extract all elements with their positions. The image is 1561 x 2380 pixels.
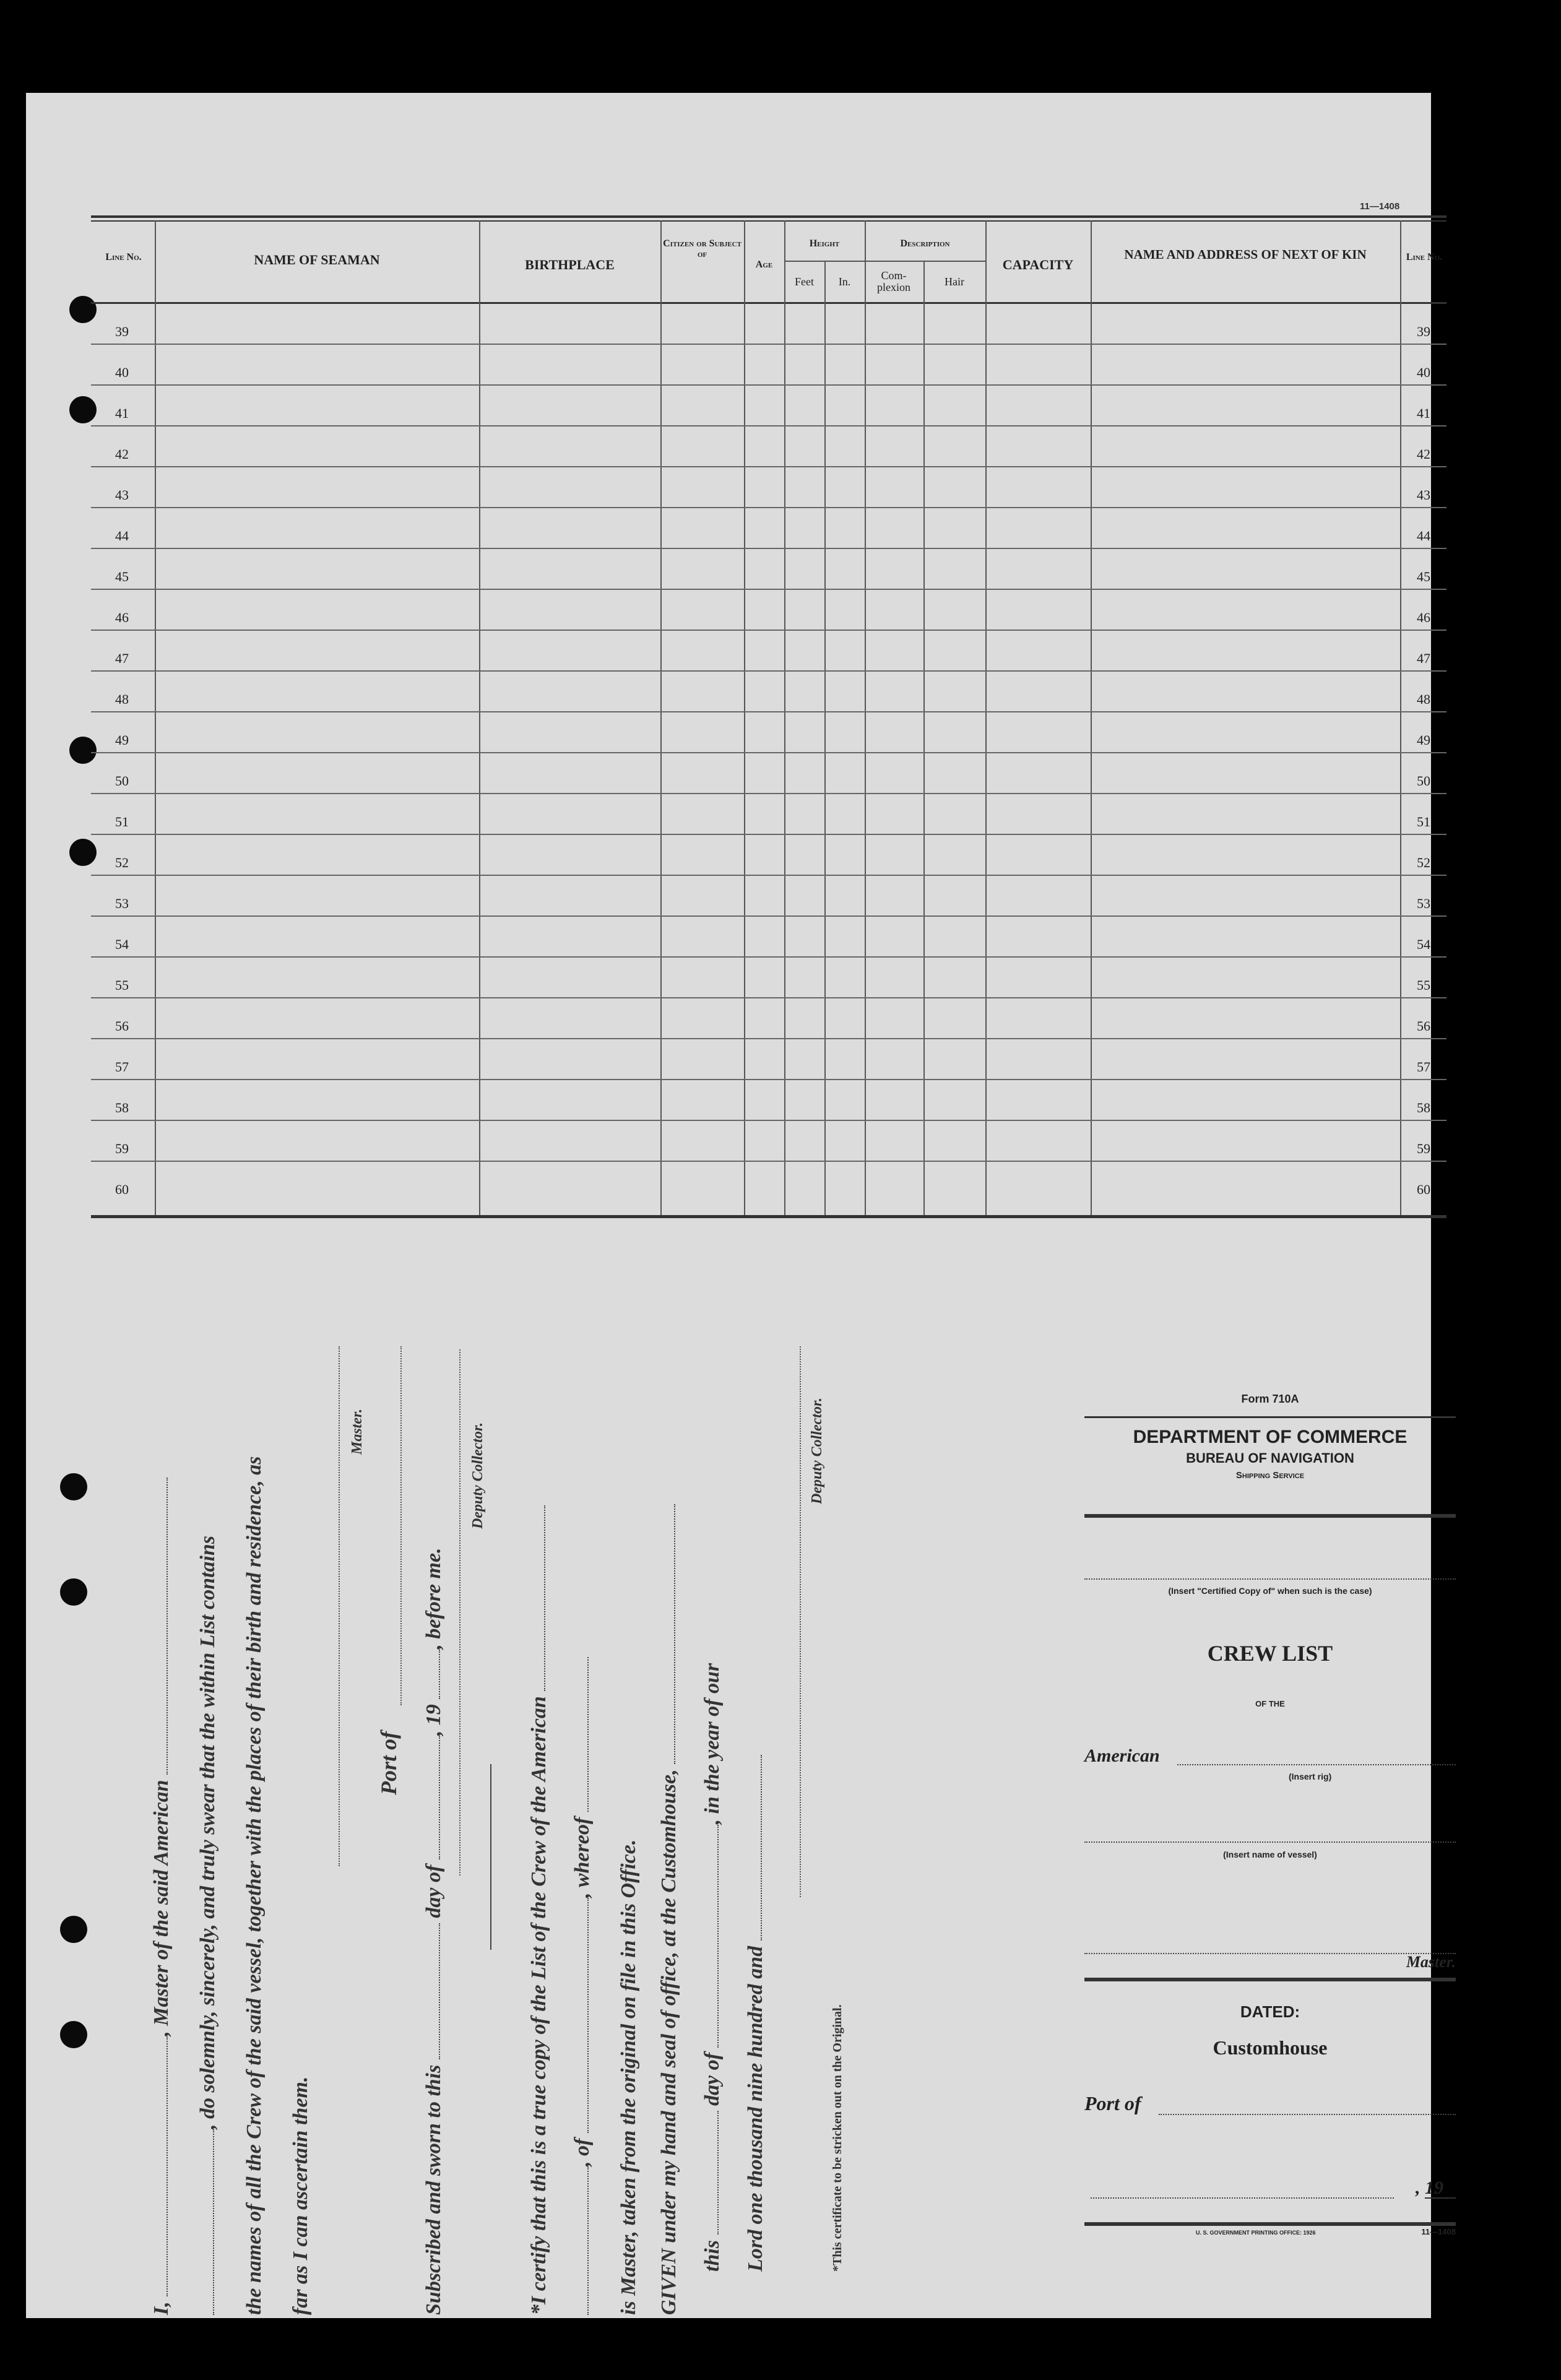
punch-hole-icon	[60, 1473, 87, 1500]
table-row	[91, 631, 1446, 672]
line-number-right: 57	[1417, 1059, 1430, 1075]
table-row	[91, 590, 1446, 631]
insert-certified-note: (Insert "Certified Copy of" when such is the case)	[1168, 1586, 1372, 1596]
header-feet: Feet	[795, 275, 814, 288]
table-row	[91, 712, 1446, 753]
given-text: GIVEN under my hand and seal of office, at the Customhouse,	[657, 1769, 680, 2315]
table-row	[91, 304, 1446, 345]
line-number: 46	[115, 610, 129, 625]
line-number-right: 40	[1417, 365, 1430, 380]
docket-date-field[interactable]	[1091, 2197, 1394, 2199]
certify-text: *I certify that this is a true copy of the List of the Crew of the American	[527, 1696, 550, 2315]
header-hair: Hair	[945, 275, 964, 288]
table-row	[91, 426, 1446, 467]
printing-office-note: U. S. GOVERNMENT PRINTING OFFICE: 1926	[1196, 2230, 1316, 2236]
master-name-field[interactable]	[150, 2036, 168, 2296]
docket-form-number: Form 710A	[1241, 1393, 1299, 1405]
form-number-top: 11—1408	[1360, 201, 1400, 212]
line-number: 54	[115, 937, 129, 952]
punch-hole-icon	[60, 1916, 87, 1943]
header-height: Height	[809, 238, 840, 249]
oath-block	[150, 1269, 1066, 2334]
line-number-right: 49	[1417, 732, 1430, 748]
bureau-title: BUREAU OF NAVIGATION	[1186, 1450, 1354, 1466]
line-number-right: 46	[1417, 610, 1430, 625]
line-number-right: 52	[1417, 855, 1430, 870]
line-number: 55	[115, 977, 129, 993]
table-row	[91, 1162, 1446, 1203]
certify-port-field[interactable]	[571, 1898, 589, 2133]
header-complexion: Com-plexion	[877, 269, 910, 293]
sworn-day-field[interactable]	[423, 1923, 440, 2059]
footnote: *This certificate to be stricken out on the Original.	[831, 2004, 844, 2272]
docket-port-of-label: Port of	[1084, 2092, 1141, 2114]
certified-copy-field[interactable]	[1084, 1578, 1456, 1580]
docket-panel	[1084, 1393, 1456, 2236]
table-row	[91, 1121, 1446, 1162]
punch-hole-icon	[60, 1578, 87, 1606]
given-day-field[interactable]	[701, 2111, 719, 2235]
line-number-right: 50	[1417, 773, 1430, 789]
certify-master-field[interactable]	[571, 1657, 589, 1812]
table-row	[91, 835, 1446, 876]
header-citizen: Citizen or Subject of	[663, 238, 742, 259]
docket-year-19: , 19	[1416, 2178, 1443, 2198]
american-label: American	[1084, 1746, 1160, 1766]
line-number-right: 45	[1417, 569, 1430, 584]
subscribed-day-of: day of	[422, 1864, 445, 1918]
table-row	[91, 876, 1446, 917]
line-number: 41	[115, 405, 129, 421]
docket-port-field[interactable]	[1159, 2114, 1456, 2115]
table-row	[91, 794, 1446, 835]
line-number-right: 55	[1417, 977, 1430, 993]
header-name-of-seaman: NAME OF SEAMAN	[254, 252, 380, 267]
oath-swear: , do solemnly, sincerely, and truly swear that the within List contains	[196, 1535, 219, 2129]
this-day-of: day of	[701, 2053, 724, 2106]
table-row	[91, 467, 1446, 508]
header-inches: In.	[838, 275, 851, 288]
line-number: 60	[115, 1182, 129, 1197]
line-number-right: 47	[1417, 651, 1430, 666]
table-row	[91, 549, 1446, 590]
line-number-right: 51	[1417, 814, 1430, 829]
this-label: this	[701, 2239, 724, 2272]
master-signature-label: Master.	[349, 1408, 365, 1455]
vessel-name-field[interactable]	[150, 1478, 168, 1775]
line-number-right: 53	[1417, 896, 1430, 911]
given-month-field[interactable]	[701, 1825, 719, 2048]
table-row	[91, 672, 1446, 712]
line-number: 49	[115, 732, 129, 748]
line-number-right: 60	[1417, 1182, 1430, 1197]
subscribed-before-me: , before me.	[422, 1547, 445, 1650]
line-number-right: 44	[1417, 528, 1430, 543]
line-number: 56	[115, 1018, 129, 1034]
line-number: 45	[115, 569, 129, 584]
oath-as-far: far as I can ascertain them.	[289, 2076, 312, 2315]
service-title: Shipping Service	[1235, 1470, 1305, 1481]
table-row	[91, 753, 1446, 794]
crew-table	[91, 215, 1446, 1218]
insert-rig-note: (Insert rig)	[1289, 1772, 1332, 1781]
header-line-no: Line No.	[105, 252, 142, 262]
table-row	[91, 508, 1446, 549]
line-number: 57	[115, 1059, 129, 1075]
certify-of: , of	[571, 2138, 594, 2166]
port-field[interactable]	[400, 1346, 402, 1705]
lord-text: Lord one thousand nine hundred and	[744, 1945, 767, 2272]
line-number: 40	[115, 365, 129, 380]
customhouse-label: Customhouse	[1213, 2036, 1328, 2059]
oath-master-of: , Master of the said American	[150, 1780, 173, 2036]
line-number: 47	[115, 651, 129, 666]
certify-is-master: is Master, taken from the original on file in this Office.	[617, 1839, 640, 2315]
line-number: 51	[115, 814, 129, 829]
line-number-right: 39	[1417, 324, 1430, 339]
this-year-of-our: , in the year of our	[701, 1663, 724, 1825]
line-number: 39	[115, 324, 129, 339]
table-row	[91, 998, 1446, 1039]
crew-list-title: CREW LIST	[1207, 1641, 1333, 1666]
line-number: 58	[115, 1100, 129, 1115]
docket-bottom-form-number: 11—1408	[1421, 2227, 1456, 2236]
header-birthplace: BIRTHPLACE	[525, 257, 615, 272]
table-row	[91, 345, 1446, 386]
sworn-year-field[interactable]	[423, 1650, 440, 1699]
line-number: 42	[115, 446, 129, 462]
line-number: 48	[115, 691, 129, 707]
line-number-right: 41	[1417, 405, 1430, 421]
header-description: Description	[900, 238, 950, 249]
of-the-label: OF THE	[1255, 1699, 1285, 1708]
certify-vessel-cont-field[interactable]	[571, 2166, 589, 2315]
vessel-name-docket-field[interactable]	[1084, 1841, 1456, 1843]
docket-master-label: Master.	[1406, 1953, 1456, 1971]
line-number-right: 56	[1417, 1018, 1430, 1034]
subscribed-19: , 19	[422, 1704, 445, 1736]
master-docket-field[interactable]	[1084, 1953, 1456, 1954]
deputy-collector-label-2: Deputy Collector.	[809, 1398, 825, 1504]
subscribed-text: Subscribed and sworn to this	[422, 2064, 445, 2315]
oath-names-of-crew: the names of all the Crew of the said vessel, together with the places of their birth and residence, as	[243, 1456, 266, 2315]
rig-field[interactable]	[1177, 1764, 1456, 1765]
oath-i: I,	[150, 2301, 173, 2315]
given-customhouse-field[interactable]	[658, 1504, 675, 1764]
header-capacity: CAPACITY	[1002, 257, 1074, 272]
given-year-field[interactable]	[745, 1755, 762, 1941]
line-number-right: 58	[1417, 1100, 1430, 1115]
port-of-label: Port of	[376, 1731, 401, 1795]
table-row	[91, 1080, 1446, 1121]
table-row	[91, 917, 1446, 958]
dated-label: DATED:	[1240, 2002, 1300, 2021]
line-number: 59	[115, 1141, 129, 1156]
header-next-of-kin: NAME AND ADDRESS OF NEXT OF KIN	[1124, 247, 1367, 262]
department-title: DEPARTMENT OF COMMERCE	[1133, 1427, 1407, 1447]
line-number-right: 54	[1417, 937, 1430, 952]
line-number: 44	[115, 528, 129, 543]
line-number-right: 59	[1417, 1141, 1430, 1156]
sworn-month-field[interactable]	[423, 1736, 440, 1859]
line-number-right: 48	[1417, 691, 1430, 707]
punch-hole-icon	[60, 2021, 87, 2048]
table-row	[91, 1039, 1446, 1080]
line-number: 53	[115, 896, 129, 911]
insert-vessel-note: (Insert name of vessel)	[1223, 1850, 1317, 1859]
line-number-right: 43	[1417, 487, 1430, 503]
line-number-right: 42	[1417, 446, 1430, 462]
line-number: 52	[115, 855, 129, 870]
certify-vessel-field[interactable]	[528, 1505, 545, 1691]
form-page	[26, 93, 1456, 2318]
vessel-name-continued-field[interactable]	[197, 2129, 214, 2315]
line-number: 50	[115, 773, 129, 789]
header-line-no-right: Line No.	[1406, 252, 1443, 262]
line-number: 43	[115, 487, 129, 503]
deputy-collector-label-1: Deputy Collector.	[470, 1422, 486, 1529]
table-row	[91, 958, 1446, 998]
header-age: Age	[755, 259, 773, 270]
table-row	[91, 386, 1446, 426]
certify-whereof: , whereof	[571, 1817, 594, 1898]
